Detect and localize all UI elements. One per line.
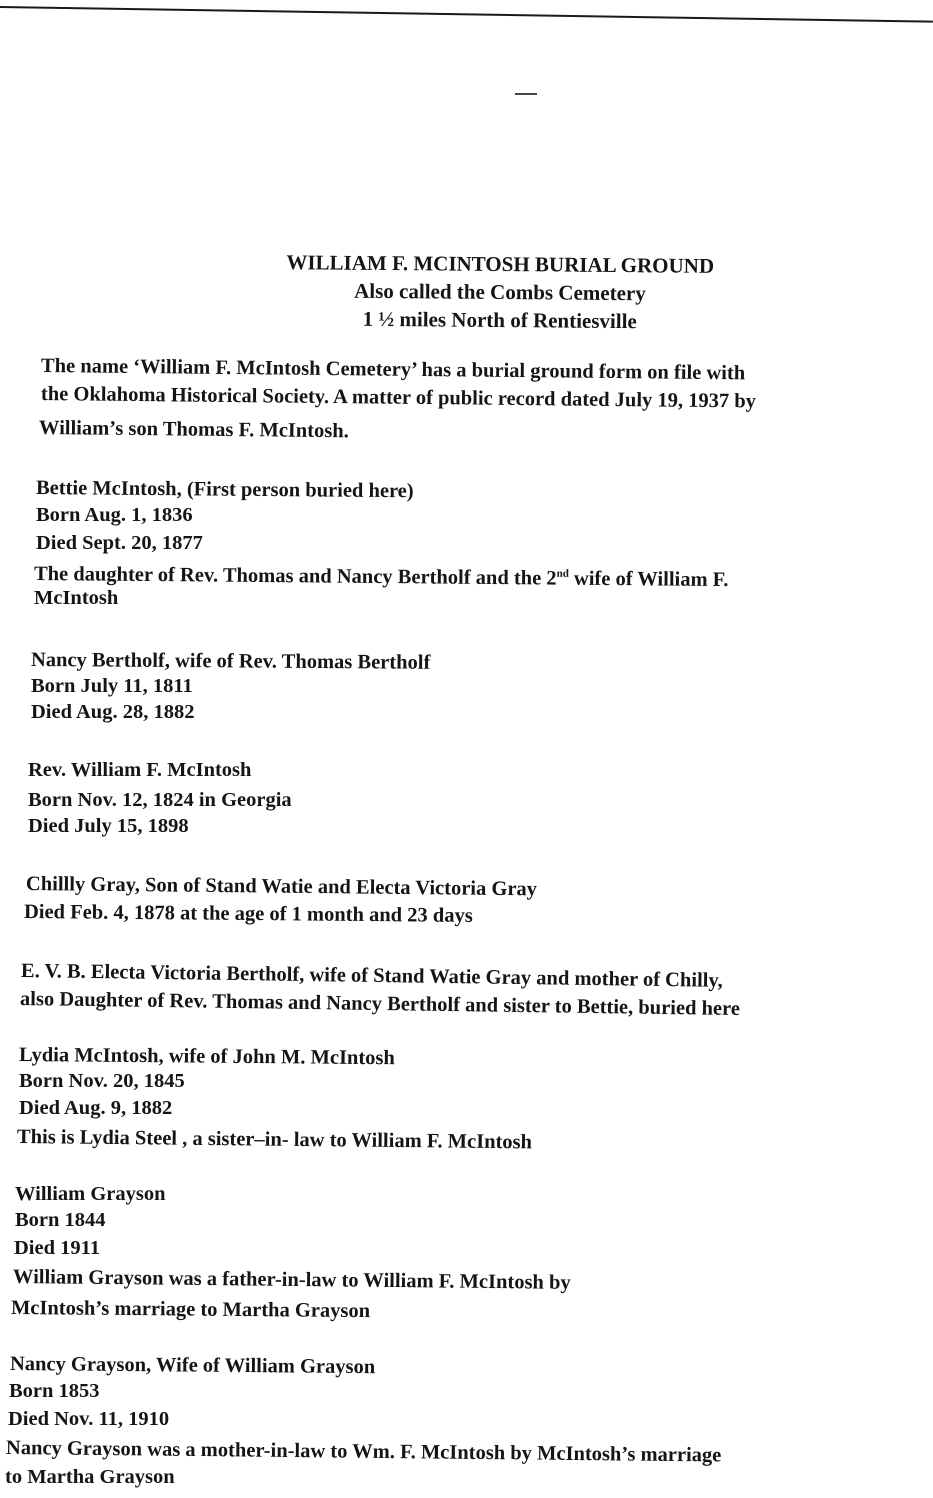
entry-born: Born Nov. 12, 1824 in Georgia <box>28 789 292 811</box>
entry-note-part: The daughter of Rev. Thomas and Nancy Bertholf and the 2 <box>33 563 557 590</box>
page-title: WILLIAM F. MCINTOSH BURIAL GROUND <box>286 250 715 278</box>
entry-note-cont: McIntosh’s marriage to Martha Grayson <box>10 1297 371 1323</box>
entry-note-cont: McIntosh <box>34 587 119 609</box>
intro-line-2: the Oklahoma Historical Society. A matter of public record dated July 19, 1937 by <box>40 383 757 413</box>
entry-born: Born 1844 <box>15 1209 106 1231</box>
intro-line-1: The name ‘William F. McIntosh Cemetery’ has a burial ground form on file with <box>40 355 746 385</box>
entry-note <box>34 560 729 594</box>
entry-note-cont: to Martha Grayson <box>5 1466 175 1488</box>
entry-name: Bettie McIntosh, (First person buried here) <box>35 477 414 503</box>
entry-died: Died July 15, 1898 <box>28 815 189 837</box>
entry-died: Died Aug. 28, 1882 <box>31 701 195 723</box>
entry-note: This is Lydia Steel , a sister–in- law to William F. McIntosh <box>16 1126 533 1154</box>
page-subtitle: Also called the Combs Cemetery <box>354 278 646 306</box>
entry-died: Died Nov. 11, 1910 <box>8 1408 170 1430</box>
entry-text: also Daughter of Rev. Thomas and Nancy Bertholf and sister to Bettie, buried here <box>19 988 741 1021</box>
entry-name: William Grayson <box>15 1183 166 1205</box>
location-line: 1 ½ miles North of Rentiesville <box>362 306 637 334</box>
entry-died: Died 1911 <box>14 1237 100 1259</box>
entry-born: Born 1853 <box>9 1380 100 1402</box>
document-header <box>200 247 801 336</box>
entry-born: Born Nov. 20, 1845 <box>19 1070 185 1092</box>
entry-name: Nancy Grayson, Wife of William Grayson <box>9 1353 376 1379</box>
entry-born: Born July 11, 1811 <box>31 675 193 697</box>
entry-name: Lydia McIntosh, wife of John M. McIntosh <box>18 1044 395 1070</box>
entry-born: Born Aug. 1, 1836 <box>36 504 193 526</box>
ordinal-suffix: nd <box>556 567 569 580</box>
entry-note: William Grayson was a father-in-law to William F. McIntosh by <box>12 1266 571 1294</box>
entry-text: E. V. B. Electa Victoria Bertholf, wife of Stand Watie Gray and mother of Chilly, <box>20 960 723 992</box>
entry-note: Nancy Grayson was a mother-in-law to Wm. F. McIntosh by McIntosh’s marriage <box>5 1437 722 1467</box>
entry-died: Died Aug. 9, 1882 <box>19 1097 173 1119</box>
entry-name: Nancy Bertholf, wife of Rev. Thomas Bertholf <box>30 649 431 674</box>
entry-died: Died Feb. 4, 1878 at the age of 1 month and 23 days <box>23 901 473 927</box>
entry-note-part: wife of William F. <box>568 567 729 592</box>
entry-name: Chillly Gray, Son of Stand Watie and Electa Victoria Gray <box>25 873 538 901</box>
intro-line-3: William’s son Thomas F. McIntosh. <box>38 417 349 443</box>
entry-died: Died Sept. 20, 1877 <box>36 532 203 554</box>
entry-name: Rev. William F. McIntosh <box>28 759 252 781</box>
